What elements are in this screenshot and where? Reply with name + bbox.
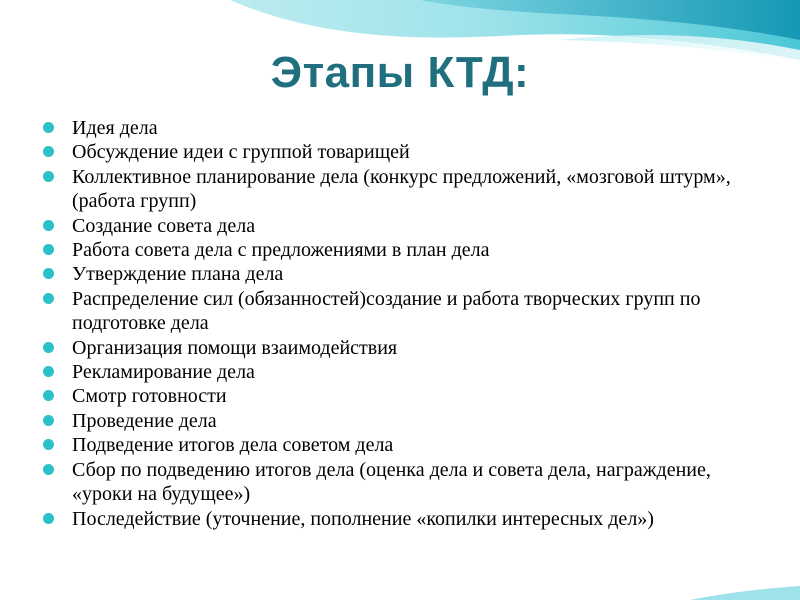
bullet-dot-icon [43,464,54,475]
bullet-dot-icon [43,293,54,304]
list-item [40,507,760,531]
list-item-text: Коллективное планирование дела (конкурс предложений, «мозговой штурм», (работа групп) [72,165,731,213]
list-item [40,458,760,507]
list-item-text: Утверждение плана дела [72,263,284,286]
list-item [40,433,760,457]
wave-shape-bottom [690,586,800,600]
list-item-text: Проведение дела [72,409,217,432]
list-item [40,116,760,140]
list-item [40,262,760,286]
list-item-text: Работа совета дела с предложениями в план дела [72,239,490,262]
stages-list [40,116,760,531]
list-item [40,336,760,360]
list-item-text: Сбор по подведению итогов дела (оценка дела и совета дела, награждение, «уроки на будущее») [72,458,711,506]
list-item [40,238,760,262]
list-item [40,287,760,336]
list-item [40,384,760,408]
bullet-dot-icon [43,390,54,401]
slide-title: Этапы КТД: [270,48,530,97]
list-item-text: Подведение итогов дела советом дела [72,434,394,457]
list-item-text: Распределение сил (обязанностей)создание и работа творческих групп по подготовке дела [72,287,701,335]
list-item-text: Обсуждение идеи с группой товарищей [72,141,410,164]
list-item-text: Идея дела [72,117,158,139]
list-item-text: Рекламирование дела [72,361,255,384]
bullet-dot-icon [43,513,54,524]
bullet-dot-icon [43,244,54,255]
bullet-dot-icon [43,122,54,133]
bullet-dot-icon [43,439,54,450]
bullet-dot-icon [43,146,54,157]
bullet-dot-icon [43,415,54,426]
list-item-text: Создание совета дела [72,214,256,237]
list-item [40,409,760,433]
list-item [40,360,760,384]
list-item-text: Смотр готовности [72,385,227,408]
list-item [40,140,760,164]
list-item-text: Организация помощи взаимодействия [72,336,398,359]
bullet-dot-icon [43,366,54,377]
list-item [40,214,760,238]
list-item-text: Последействие (уточнение, пополнение «копилки интересных дел») [72,507,654,530]
bullet-dot-icon [43,171,54,182]
list-item [40,165,760,214]
bullet-dot-icon [43,268,54,279]
bullet-dot-icon [43,342,54,353]
bullet-dot-icon [43,220,54,231]
